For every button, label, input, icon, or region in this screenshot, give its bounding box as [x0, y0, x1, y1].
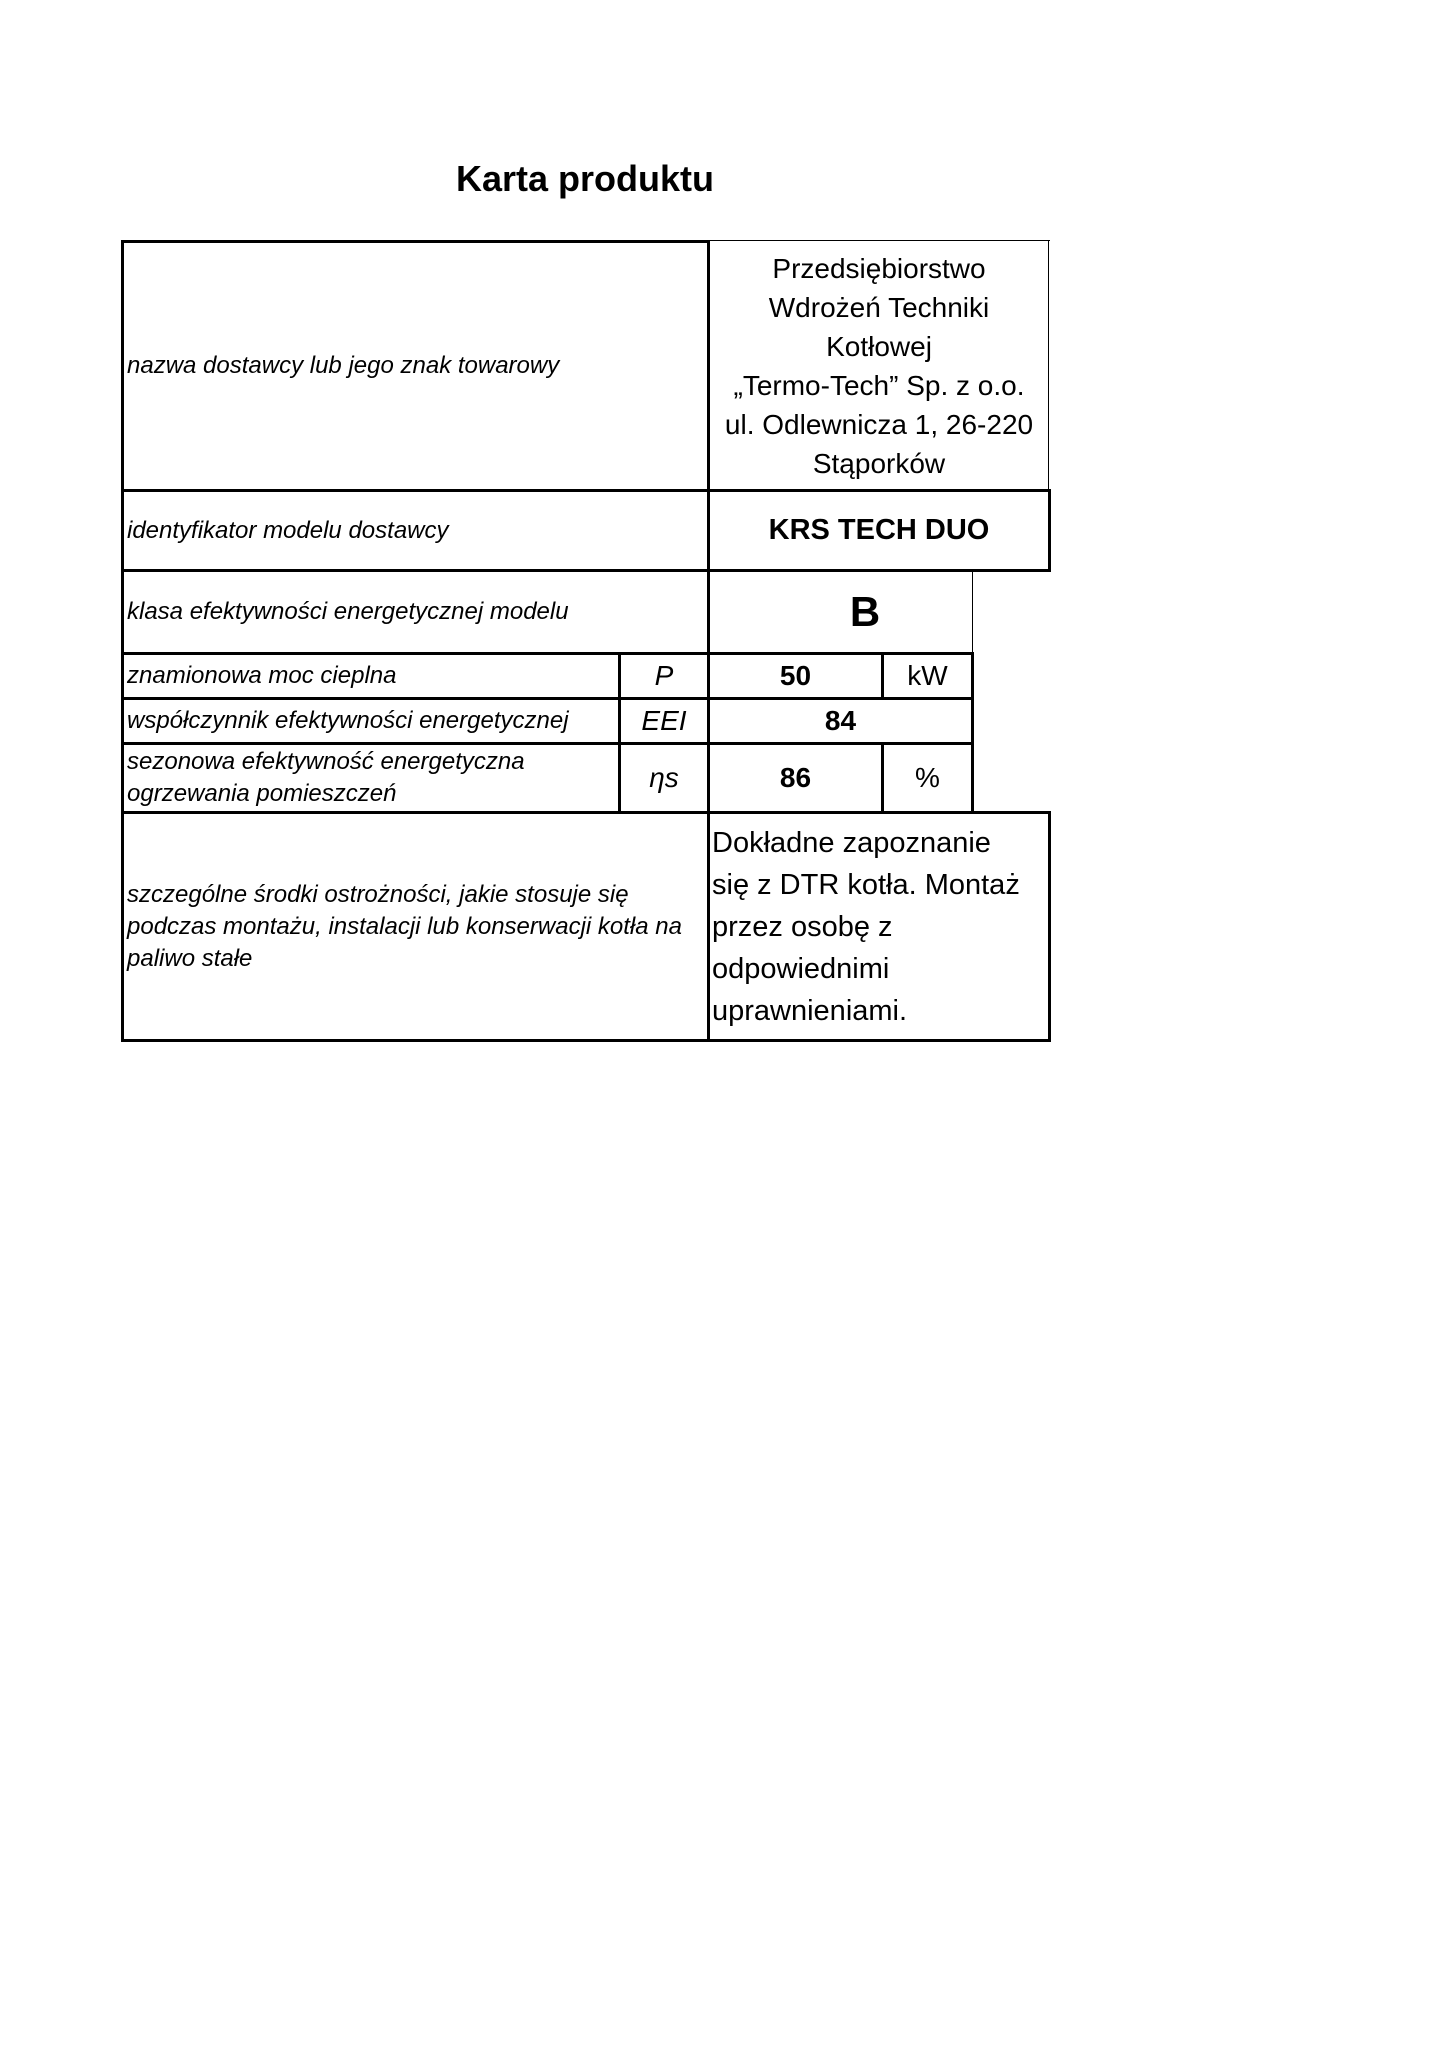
supplier-line: Przedsiębiorstwo	[772, 253, 986, 284]
precautions-line: Dokładne zapoznanie	[712, 826, 991, 859]
eei-value: 84	[824, 705, 857, 736]
seasonal-value: 86	[779, 762, 812, 793]
precautions-label-line: podczas montażu, instalacji lub konserwacji kotła na	[127, 912, 682, 940]
supplier-line: Wdrożeń Techniki	[768, 292, 990, 323]
seasonal-symbol: ηs	[649, 762, 679, 793]
supplier-line: Stąporków	[812, 448, 946, 479]
rated-power-label: znamionowa moc cieplna	[127, 662, 397, 689]
model-value: KRS TECH DUO	[768, 514, 990, 546]
eei-symbol: EEI	[641, 705, 687, 736]
efficiency-class-label: klasa efektywności energetycznej modelu	[127, 598, 569, 625]
precautions-label-line: szczególne środki ostrożności, jakie stosuje się	[127, 880, 629, 908]
rated-power-unit: kW	[907, 660, 948, 691]
precautions-line: uprawnieniami.	[712, 994, 908, 1027]
page-title: Karta produktu	[455, 158, 714, 199]
precautions-line: odpowiednimi	[712, 952, 890, 985]
seasonal-unit: %	[915, 762, 940, 793]
seasonal-label-line: ogrzewania pomieszczeń	[127, 780, 397, 807]
efficiency-class-value: B	[849, 588, 881, 635]
precautions-value	[710, 814, 1048, 1039]
precautions-label	[124, 814, 707, 1039]
seasonal-label-line: sezonowa efektywność energetyczna	[127, 748, 525, 775]
supplier-line: ul. Odlewnicza 1, 26-220	[724, 409, 1034, 440]
precautions-label-line: paliwo stałe	[127, 944, 253, 972]
rated-power-value: 50	[779, 660, 812, 691]
supplier-label: nazwa dostawcy lub jego znak towarowy	[127, 352, 560, 379]
seasonal-label	[124, 745, 618, 811]
supplier-value	[710, 243, 1048, 489]
model-label: identyfikator modelu dostawcy	[127, 516, 449, 544]
precautions-line: się z DTR kotła. Montaż	[712, 868, 1020, 901]
rated-power-symbol: P	[654, 660, 674, 691]
precautions-line: przez osobę z	[712, 910, 893, 943]
supplier-line: Kotłowej	[826, 331, 932, 362]
supplier-line: „Termo-Tech” Sp. z o.o.	[733, 370, 1025, 401]
eei-label: współczynnik efektywności energetycznej	[127, 707, 569, 734]
